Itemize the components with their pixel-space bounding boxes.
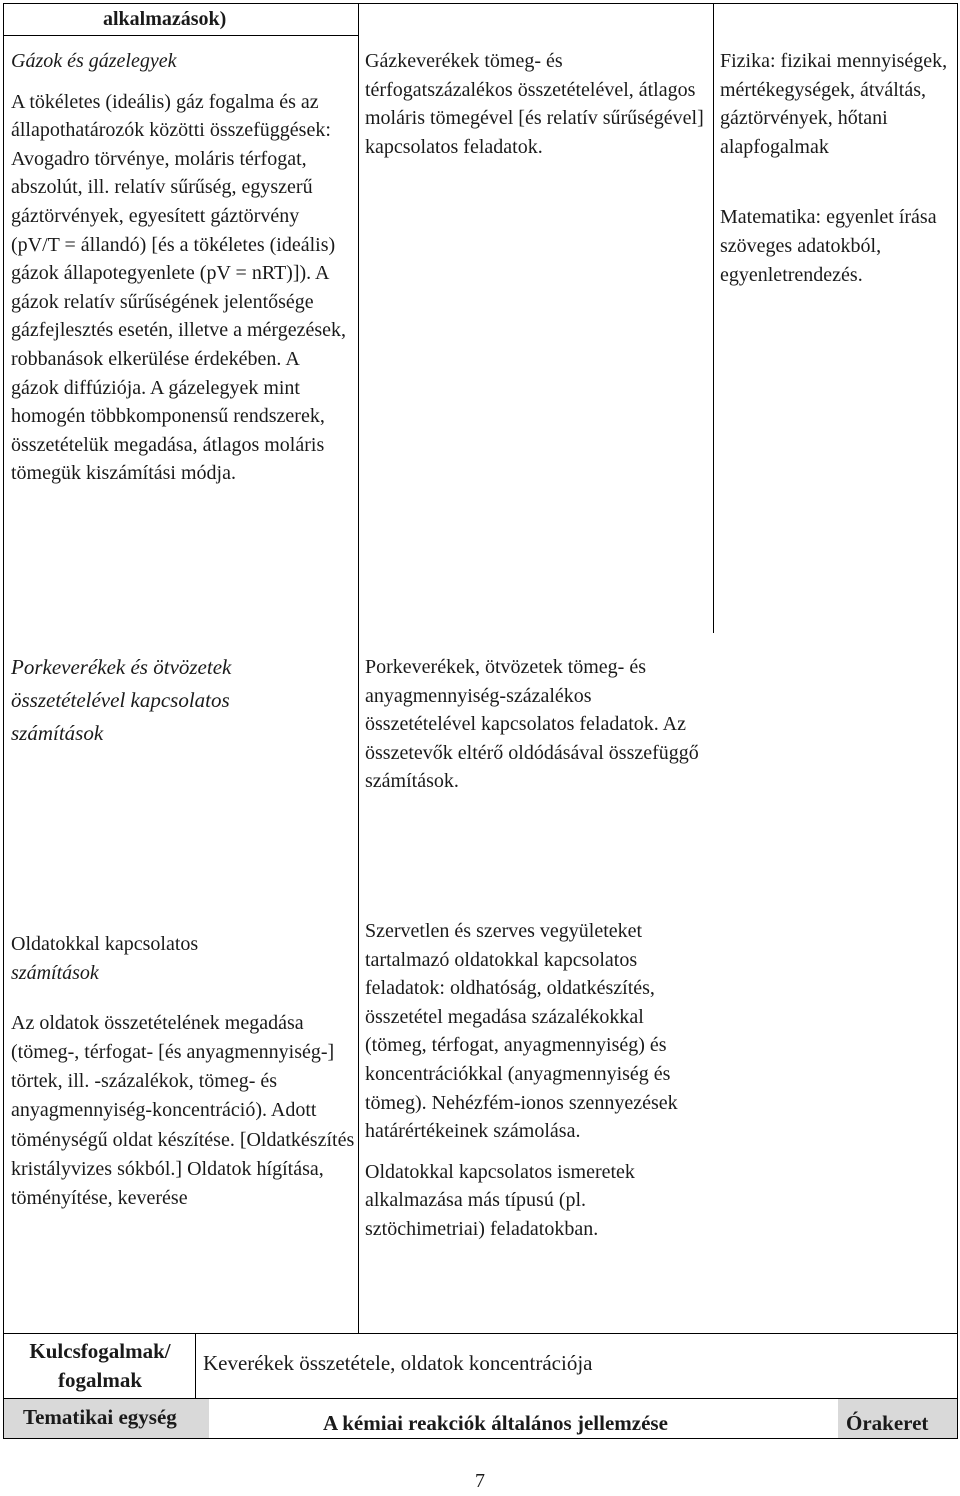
column-divider-1 — [358, 3, 359, 1333]
tasks-powders: Porkeverékek, ötvözetek tömeg- és anyagmennyiség-százalékos összetételével kapcsolatos feladatok. Az összetevők eltérő oldódásával összefüggő számítások. — [365, 656, 699, 793]
header-fragment-divider — [3, 35, 358, 36]
row-powders-left — [11, 651, 291, 750]
key-concepts-top-border — [3, 1333, 958, 1334]
row-gases-right — [720, 47, 953, 289]
key-concepts-value: Keverékek összetétele, oldatok koncentrációja — [203, 1351, 593, 1375]
thematic-unit-title: A kémiai reakciók általános jellemzése — [323, 1411, 668, 1435]
row-solutions-middle — [365, 917, 705, 1244]
row-powders-middle — [365, 653, 705, 796]
row-solutions-left — [11, 930, 356, 1214]
table-border-right — [957, 3, 958, 1438]
tasks-gases: Gázkeverékek tömeg- és térfogatszázalékos összetételével, átlagos moláris tömegével [és relatív sűrűségével] kapcsolatos feladatok. — [365, 50, 704, 158]
topic-title-solutions-a: Oldatokkal kapcsolatos — [11, 933, 199, 955]
topic-title-solutions-b: számítások — [11, 962, 99, 985]
topic-title-gases: Gázok és gázelegyek — [11, 50, 177, 72]
row-gases-left — [11, 47, 351, 488]
key-concepts-divider — [195, 1333, 196, 1398]
curriculum-table — [3, 3, 958, 1441]
link-mathematics: Matematika: egyenlet írása szöveges adatokból, egyenletrendezés. — [720, 206, 937, 286]
topic-body-solutions: Az oldatok összetételének megadása (tömeg-, térfogat- [és anyagmennyiség-] törtek, ill. -százalékok, tömeg- és anyagmennyiség-koncentráció). Adott töménységű oldat készítése. [Oldatkészítés kristályvizes sókból.] Oldatok hígítása, töményítése, keverése — [11, 1011, 355, 1210]
tasks-solutions-1: Szervetlen és szerves vegyületeket tartalmazó oldatokkal kapcsolatos feladatok: oldhatóság, oldatkészítés, összetétel megadása százalékokkal (tömeg, térfogat, anyagmennyiség) és koncentrációkkal (anyagmennyiség és tömeg). Nehézfém-ionos szennyezések határértékeinek számolása. — [365, 920, 678, 1143]
column-divider-2 — [713, 3, 714, 633]
table-border-left — [3, 3, 4, 1438]
table-border-bottom — [3, 1438, 958, 1439]
header-fragment: alkalmazások) — [103, 8, 227, 30]
link-physics: Fizika: fizikai mennyiségek, mértékegységek, átváltás, gáztörvények, hőtani alapfogalmak — [720, 50, 948, 158]
row-gases-middle — [365, 47, 705, 161]
page-number: 7 — [475, 1470, 485, 1492]
hours-label: Órakeret — [846, 1411, 929, 1435]
key-concepts-label: Kulcsfogalmak/ fogalmak — [29, 1339, 171, 1392]
topic-title-powders: Porkeverékek és ötvözetek összetételével kapcsolatos számítások — [11, 655, 232, 745]
tasks-solutions-2: Oldatokkal kapcsolatos ismeretek alkalmazása más típusú (pl. sztöchimetriai) feladatokban. — [365, 1160, 635, 1240]
table-border-top — [3, 3, 958, 4]
topic-body-gases: A tökéletes (ideális) gáz fogalma és az állapothatározók közötti összefüggések: Avogadro törvénye, moláris térfogat, abszolút, ill. relatív sűrűség, egyszerű gáztörvények, egyesített gáztörvény (pV/T = állandó) [és a tökéletes (ideális) gázok állapotegyenlete (pV = nRT)]). A gázok relatív sűrűségének jelentősége gázfejlesztés esetén, illetve a mérgezések, robbanások elkerülése érdekében. A gázok diffúziója. A gázelegyek mint homogén többkomponensű rendszerek, összetételük megadása, átlagos moláris tömegük kiszámítási módja. — [11, 90, 347, 485]
thematic-unit-label: Tematikai egység — [23, 1405, 177, 1429]
